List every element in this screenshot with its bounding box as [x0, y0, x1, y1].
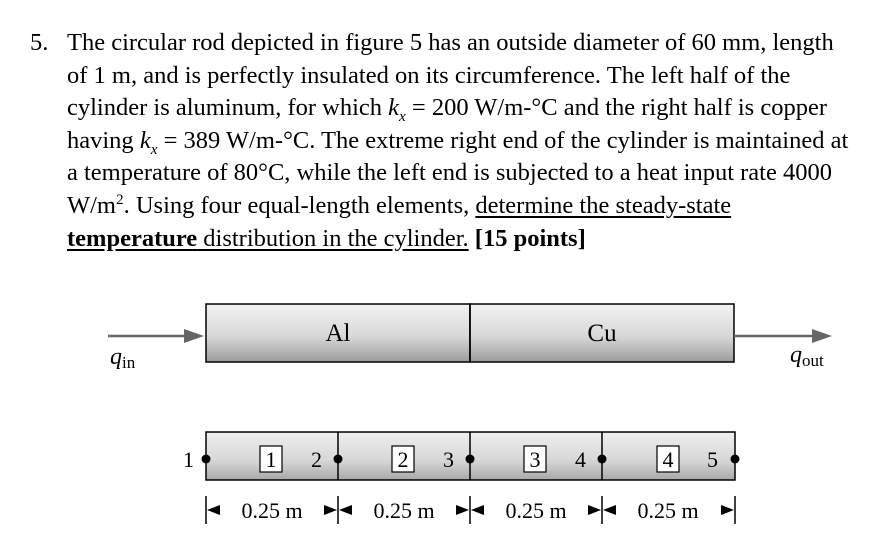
- underlined-task-1: determine the steady-state: [475, 191, 732, 219]
- problem-text-2: = 200 W/m-°C and the right half is copper having: [67, 94, 827, 154]
- underlined-task-2: distribution in the cylinder.: [197, 224, 469, 252]
- k-symbol-aluminum: k: [388, 94, 400, 122]
- points-label: [15 points]: [468, 224, 586, 252]
- dimension-label-4: 0.25 m: [637, 498, 699, 523]
- element-label-4: 4: [662, 447, 674, 472]
- node-label-2: 2: [311, 447, 322, 472]
- node-label-5: 5: [707, 447, 718, 472]
- element-label-1: 1: [265, 447, 277, 472]
- dimension-label-3: 0.25 m: [505, 498, 567, 523]
- q-in-label: qin: [110, 344, 136, 372]
- problem-text-1: The circular rod depicted in figure 5 has an outside diameter of 60 mm, length of 1 m, and is perfectly insulated on its circumference. The left half of the cylinder is aluminum, for which: [67, 29, 834, 122]
- q-out-arrow: [734, 329, 832, 343]
- q-out-arrow-head: [812, 329, 832, 343]
- q-out-label: qout: [790, 342, 824, 370]
- dimension-arrow-left-3: [471, 505, 484, 515]
- k-subscript-aluminum: x: [399, 108, 406, 126]
- element-label-3: 3: [529, 447, 541, 472]
- dimension-arrow-right-3: [588, 505, 601, 515]
- dimension-arrow-left-4: [603, 505, 616, 515]
- dimension-line: [206, 496, 735, 524]
- dimension-arrow-right-1: [324, 505, 337, 515]
- node-label-4: 4: [575, 447, 586, 472]
- node-dot-2: [334, 455, 343, 464]
- underlined-task-bold: temperature: [67, 224, 198, 252]
- dimension-arrow-right-2: [456, 505, 469, 515]
- q-in-arrow: [108, 329, 204, 343]
- problem-number: 5.: [30, 29, 49, 56]
- element-mesh: [183, 432, 740, 480]
- node-dot-1: [202, 455, 211, 464]
- aluminum-label: Al: [325, 320, 351, 347]
- node-dot-3: [466, 455, 475, 464]
- k-subscript-copper: x: [150, 140, 158, 158]
- q-in-arrow-head: [184, 329, 204, 343]
- problem-text-3: = 389 W/m-°C. The extreme right end of the cylinder is maintained at a temperature of 80°C, while the left end is subjected to a heat input rate 4000 W/m: [67, 126, 849, 219]
- node-label-1: 1: [183, 447, 194, 472]
- dimension-label-2: 0.25 m: [373, 498, 435, 523]
- dimension-arrow-left-1: [207, 505, 220, 515]
- dimension-arrow-left-2: [339, 505, 352, 515]
- dimension-arrow-right-4: [721, 505, 734, 515]
- rod: [206, 304, 734, 362]
- node-dot-4: [598, 455, 607, 464]
- squared-superscript: 2: [116, 190, 124, 208]
- node-dot-5: [731, 455, 740, 464]
- problem-text-4: . Using four equal-length elements,: [123, 191, 476, 219]
- node-label-3: 3: [443, 447, 454, 472]
- k-symbol-copper: k: [139, 126, 151, 154]
- dimension-label-1: 0.25 m: [241, 498, 303, 523]
- element-label-2: 2: [397, 447, 409, 472]
- copper-label: Cu: [587, 320, 617, 347]
